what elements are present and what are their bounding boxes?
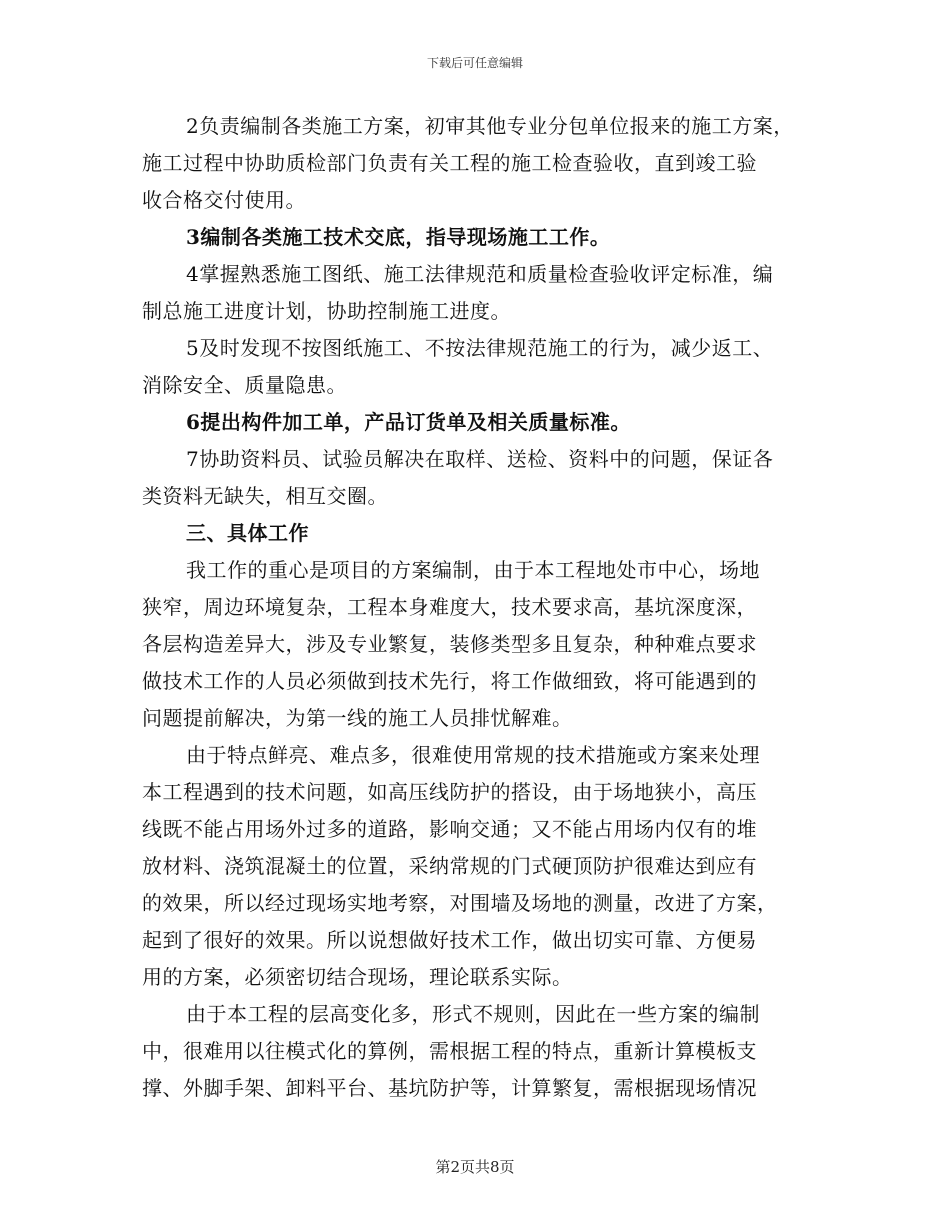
text-line: 做技术工作的人员必须做到技术先行，将工作做细致，将可能遇到的 [142,669,757,693]
paragraph-floor-height [142,996,822,1107]
text-line: 我工作的重心是项目的方案编制，由于本工程地处市中心，场地 [186,558,760,582]
text-line: 本工程遇到的技术问题，如高压线防护的搭设，由于场地狭小，高压 [142,780,757,804]
section-heading [142,515,822,552]
text-line: 撑、外脚手架、卸料平台、基坑防护等，计算繁复，需根据现场情况 [142,1076,757,1100]
text-line: 用的方案，必须密切结合现场，理论联系实际。 [142,965,573,989]
text-line: 5及时发现不按图纸施工、不按法律规范施工的行为，减少返工、 [186,336,774,360]
paragraph-high-voltage [142,737,822,996]
text-line: 7协助资料员、试验员解决在取样、送检、资料中的问题，保证各 [186,447,774,471]
text-line: 的效果，所以经过现场实地考察，对围墙及场地的测量，改进了方案， [142,891,778,915]
text-line: 各层构造差异大，涉及专业繁复，装修类型多且复杂，种种难点要求 [142,632,757,656]
text-line: 中，很难用以往模式化的算例，需根据工程的特点，重新计算模板支 [142,1039,757,1063]
paragraph-work-focus [142,552,822,737]
text-line: 问题提前解决，为第一线的施工人员排忧解难。 [142,706,573,730]
page-header: 下载后可任意编辑 [426,56,523,70]
page-number: 第2页共8页 [435,1158,515,1176]
text-line: 施工过程中协助质检部门负责有关工程的施工检查验收，直到竣工验 [142,151,757,175]
text-line: 由于本工程的层高变化多，形式不规则，因此在一些方案的编制 [186,1002,760,1026]
text-line: 4掌握熟悉施工图纸、施工法律规范和质量检查验收评定标准，编 [186,262,774,286]
text-line: 狭窄，周边环境复杂，工程本身难度大，技术要求高，基坑深度深， [142,595,757,619]
text-line: 消除安全、质量隐患。 [142,373,347,397]
document-body [142,108,822,1107]
text-line: 由于特点鲜亮、难点多，很难使用常规的技术措施或方案来处理 [186,743,760,767]
paragraph-duty-5 [142,330,822,404]
paragraph-duty-7 [142,441,822,515]
text-line: 收合格交付使用。 [142,188,306,212]
paragraph-duty-3 [142,219,822,256]
text-line: 类资料无缺失，相互交圈。 [142,484,388,508]
text-line: 6提出构件加工单，产品订货单及相关质量标准。 [186,410,631,434]
text-line: 线既不能占用场外过多的道路，影响交通；又不能占用场内仅有的堆 [142,817,757,841]
text-line: 起到了很好的效果。所以说想做好技术工作，做出切实可靠、方便易 [142,928,757,952]
section-title: 三、具体工作 [186,521,309,545]
text-line: 制总施工进度计划，协助控制施工进度。 [142,299,511,323]
paragraph-duty-2 [142,108,822,219]
text-line: 放材料、浇筑混凝土的位置，采纳常规的门式硬顶防护很难达到应有 [142,854,757,878]
paragraph-duty-6 [142,404,822,441]
text-line: 2负责编制各类施工方案，初审其他专业分包单位报来的施工方案， [186,114,794,138]
paragraph-duty-4 [142,256,822,330]
text-line: 3编制各类施工技术交底，指导现场施工工作。 [186,225,611,249]
